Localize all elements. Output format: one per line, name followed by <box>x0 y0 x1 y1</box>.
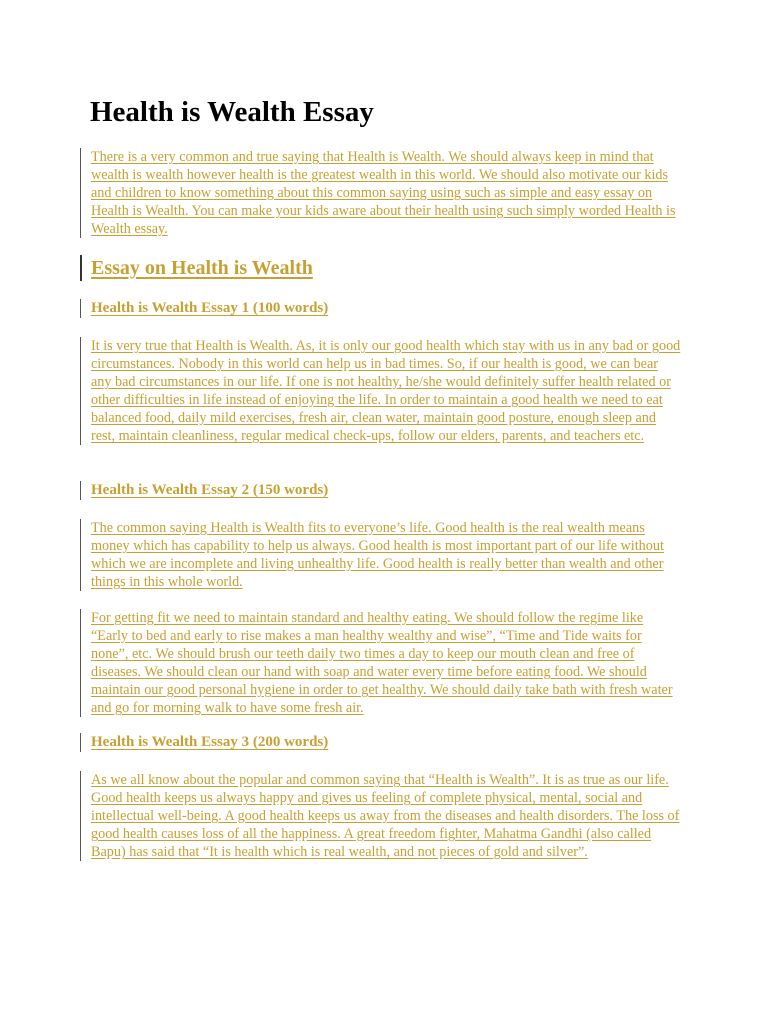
essay-2-heading[interactable]: Health is Wealth Essay 2 (150 words) <box>91 482 329 498</box>
essay-3-heading-block <box>80 733 328 752</box>
essay-3-paragraph[interactable]: As we all know about the popular and common saying that “Health is Wealth”. It is as true as our life. Good health keeps us always happy and gives us feeling of complete physical, mental, social and intellectual well-being. A good health keeps us away from the diseases and health disorders. The loss of good health causes loss of all the happiness. A great freedom fighter, Mahatma Gandhi (also called Bapu) has said that “It is health which is real wealth, and not pieces of gold and silver”. <box>91 772 680 860</box>
essay-1-paragraph-block <box>80 337 681 445</box>
essay-1-heading[interactable]: Health is Wealth Essay 1 (100 words) <box>91 300 329 316</box>
essay-2-paragraph-2[interactable]: For getting fit we need to maintain standard and healthy eating. We should follow the regime like “Early to bed and early to rise makes a man healthy wealthy and wise”, “Time and Tide waits for none”, etc. We should brush our teeth daily two times a day to keep our mouth clean and free of diseases. We should clean our hand with soap and water every time before eating food. We should maintain our good personal hygiene in order to get healthy. We should daily take bath with fresh water and go for morning walk to have some fresh air. <box>91 610 673 716</box>
essay-1-paragraph[interactable]: It is very true that Health is Wealth. As, it is only our good health which stay with us in any bad or good circumstances. Nobody in this world can help us in bad times. So, if our health is good, we can bear any bad circumstances in our life. If one is not healthy, he/she would definitely suffer health related or other difficulties in life instead of enjoying the life. In order to maintain a good health we need to eat balanced food, daily mild exercises, fresh air, clean water, maintain good posture, enough sleep and rest, maintain cleanliness, regular medical check-ups, follow our elders, parents, and teachers etc. <box>91 338 681 444</box>
section-heading-block <box>80 255 313 281</box>
essay-2-paragraph-2-block <box>80 609 681 717</box>
section-heading[interactable]: Essay on Health is Wealth <box>91 257 313 279</box>
essay-3-paragraph-block <box>80 771 681 861</box>
essay-2-paragraph-1[interactable]: The common saying Health is Wealth fits to everyone’s life. Good health is the real wealth means money which has capability to help us always. Good health is most important part of our life without which we are incomplete and living unhealthy life. Good health is really better than wealth and other things in this whole world. <box>91 520 664 590</box>
essay-2-paragraph-1-block <box>80 519 681 591</box>
essay-2-heading-block <box>80 481 328 500</box>
intro-block <box>80 148 681 238</box>
intro-paragraph[interactable]: There is a very common and true saying that Health is Wealth. We should always keep in mind that wealth is wealth however health is the greatest wealth in this world. We should also motivate our kids and children to know something about this common saying using such as simple and easy essay on Health is Wealth. You can make your kids aware about their health using such simply worded Health is Wealth essay. <box>91 149 676 237</box>
essay-1-heading-block <box>80 299 328 318</box>
essay-3-heading[interactable]: Health is Wealth Essay 3 (200 words) <box>91 734 329 750</box>
page-title: Health is Wealth Essay <box>90 96 374 128</box>
